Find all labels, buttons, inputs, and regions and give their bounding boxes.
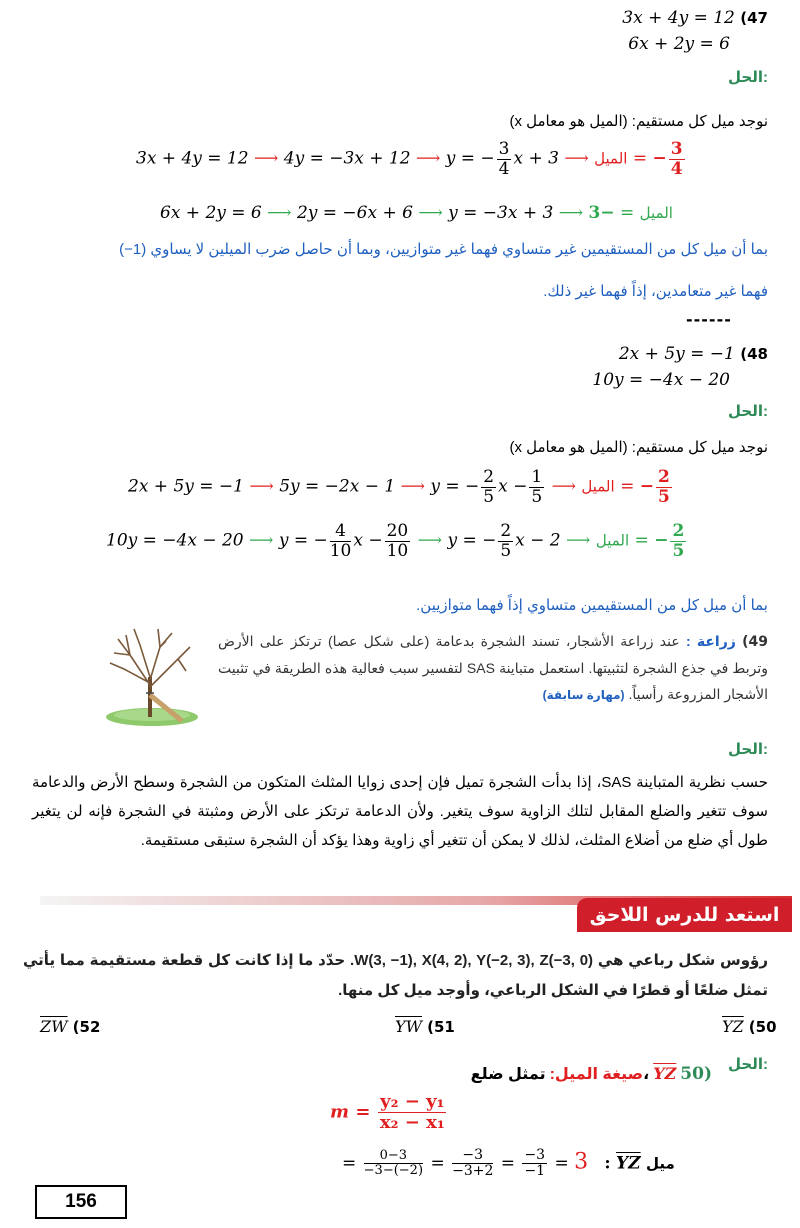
p48-eq1: 2x + 5y = −1	[618, 344, 735, 364]
p47-conclusion-1: بما أن ميل كل من المستقيمين غير متساوي فهما غير متوازيين، وبما أن حاصل ضرب الميلين لا يساوي (1−)	[119, 241, 768, 258]
banner-title: استعد للدرس اللاحق	[577, 898, 792, 932]
slope-formula: m = $\frac{\text{y₂ − y₁}}{\text{x₂ − x₁}}$	[330, 1091, 445, 1133]
p49-answer: حسب نظرية المتباينة SAS، إذا بدأت الشجرة تميل فإن إحدى زوايا المثلث المتكون من الشجرة وسطح الأرض والدعامة سوف تتغير والضلع المقابل لتلك الزاوية سوف يتغير. ولأن الدعامة ترتكز على الأرض ومثبتة في الشجرة فإنه لن يتغير طول أي ضلع من أضلاع المثلث، لذلك لا يمكن أن تتغير أي زاوية وهذا يؤكد أن الشجرة ستبقى مستقيمة.	[32, 774, 769, 849]
arrow-icon: ⟶	[400, 476, 425, 497]
next-lesson-banner	[40, 886, 792, 936]
page-number: 156	[35, 1185, 127, 1219]
p47-system	[622, 8, 768, 54]
slope-formula-label: صيغة الميل:	[549, 1066, 644, 1083]
next-item-52: $\overline{ZW}$ (52	[40, 1017, 101, 1036]
next-item-50: $\overline{YZ}$ (50	[722, 1017, 777, 1036]
p49-skill-tag: (مهارة سابقة)	[542, 688, 625, 702]
p47-l2-eq: 6x + 2y = 6	[160, 203, 262, 223]
next-item-51: $\overline{YW}$ (51	[395, 1017, 455, 1036]
p47-l1-slope-value: $\frac{3}{4}$	[670, 139, 683, 179]
slope-formula-fraction: $\frac{\text{y₂ − y₁}}{\text{x₂ − x₁}}$	[379, 1091, 445, 1133]
p47-l1-y: y = −	[445, 148, 495, 169]
p47-solution-label: الحل:	[728, 69, 768, 86]
p49-text: عند زراعة الأشجار، تسند الشجرة بدعامة (على شكل عصا) ترتكز على الأرض وتربط في جذع الشجرة لتثبيتها. استعمل متباينة SAS لتفسير سبب فعالية هذه الطريقة في تثبيت الأشجار المزروعة رأسياً.	[218, 633, 768, 702]
p47-l1-slope-label: الميل	[594, 150, 628, 168]
p47-intro: نوجد ميل كل مستقيم: (الميل هو معامل x)	[509, 113, 768, 130]
p49-problem	[218, 628, 768, 708]
s50-slope-word: ميل	[646, 1155, 675, 1173]
p47-l1-eq: 3x + 4y = 12	[136, 148, 249, 169]
p48-intro: نوجد ميل كل مستقيم: (الميل هو معامل x)	[509, 439, 768, 456]
p47-conclusion-2: فهما غير متعامدين، إذاً فهما غير ذلك.	[543, 283, 768, 300]
p47-l1-fraction: $\frac{3}{4}$	[498, 139, 510, 179]
arrow-icon: ⟶	[249, 530, 274, 551]
p48-line1: 2x + 5y = −1 ⟶ 5y = −2x − 1 ⟶ y = − $\frac{2}{5}$ x − $\frac{1}{5}$ ⟶ الميل = − $\frac{2}{5}$	[128, 467, 670, 507]
p48-solution-label: الحل:	[728, 403, 768, 420]
tree-illustration	[100, 625, 200, 730]
p49-topic: زراعة :	[685, 633, 736, 649]
next-lesson-prompt: رؤوس شكل رباعي هي W(3, −1), X(4, 2), Y(−2, 3), Z(−3, 0). حدّد ما إذا كانت كل قطعة مستقيمة مما يأتي تمثل ضلعًا أو قطرًا في الشكل الرباعي، وأوجد ميل كل منها.	[23, 952, 768, 999]
segment-YZ: $\overline{YZ}$	[722, 1017, 744, 1036]
s50-number: 50)	[680, 1064, 712, 1084]
p48-system	[592, 344, 768, 390]
p49-number: 49)	[742, 634, 769, 650]
p47-line2: 6x + 2y = 6 ⟶ 2y = −6x + 6 ⟶ y = −3x + 3 ⟶ الميل = −3	[160, 203, 673, 223]
s50-result: 3	[574, 1149, 589, 1175]
arrow-icon: ⟶	[551, 476, 576, 497]
segment-YW: $\overline{YW}$	[395, 1017, 423, 1036]
s50-side-text: تمثل ضلع،	[470, 1066, 650, 1083]
arrow-icon: ⟶	[418, 203, 443, 223]
p49-solution-label: الحل:	[728, 741, 768, 758]
p48-conclusion: بما أن ميل كل من المستقيمين متساوي إذاً فهما متوازيين.	[416, 597, 768, 614]
p47-number: (47	[740, 9, 768, 27]
p47-l2-slope-label: الميل	[639, 205, 673, 222]
p48-line2: 10y = −4x − 20 ⟶ y = − $\frac{4}{10}$ x − $\frac{20}{10}$ ⟶ y = − $\frac{2}{5}$ x − 2 ⟶ الميل = − $\frac{2}{5}$	[106, 521, 685, 561]
p48-l2-slope-value: $\frac{2}{5}$	[672, 521, 685, 561]
p48-l2-slope-label: الميل	[595, 532, 630, 550]
segment-ZW: $\overline{ZW}$	[40, 1017, 68, 1036]
arrow-icon: ⟶	[558, 203, 584, 223]
p48-eq2: 10y = −4x − 20	[592, 370, 730, 390]
p47-eq1: 3x + 4y = 12	[622, 8, 735, 28]
p48-l1-frac2: $\frac{1}{5}$	[531, 467, 543, 507]
separator-dashes: ------	[686, 310, 732, 329]
s50-segment: $\overline{YZ}$	[653, 1064, 677, 1083]
s50-solution-label: الحل:	[728, 1056, 768, 1073]
p48-l1-slope-label: الميل	[581, 478, 615, 496]
p47-line1: 3x + 4y = 12 ⟶ 4y = −3x + 12 ⟶ y = − $\frac{3}{4}$ x + 3 ⟶ الميل = − $\frac{3}{4}$	[136, 139, 683, 179]
p48-number: (48	[740, 345, 768, 363]
p48-l1-frac1: $\frac{2}{5}$	[483, 467, 495, 507]
p47-l1-step: 4y = −3x + 12	[283, 148, 411, 169]
s50-computation: = $\frac{0-3}{-3-(-2)}$ = $\frac{-3}{-3+2}$ = $\frac{-3}{-1}$ = 3 : $\overline{YZ}$ ميل	[342, 1147, 675, 1180]
s50-heading	[471, 1064, 712, 1084]
arrow-icon: ⟶	[253, 148, 279, 169]
p48-l1-slope-value: $\frac{2}{5}$	[657, 467, 670, 507]
arrow-icon: ⟶	[249, 476, 274, 497]
p47-l2-slope-value: −3	[588, 203, 615, 223]
arrow-icon: ⟶	[564, 148, 589, 169]
arrow-icon: ⟶	[417, 530, 443, 551]
p47-eq2: 6x + 2y = 6	[628, 34, 730, 54]
arrow-icon: ⟶	[415, 148, 441, 169]
arrow-icon: ⟶	[566, 530, 591, 551]
arrow-icon: ⟶	[267, 203, 292, 223]
